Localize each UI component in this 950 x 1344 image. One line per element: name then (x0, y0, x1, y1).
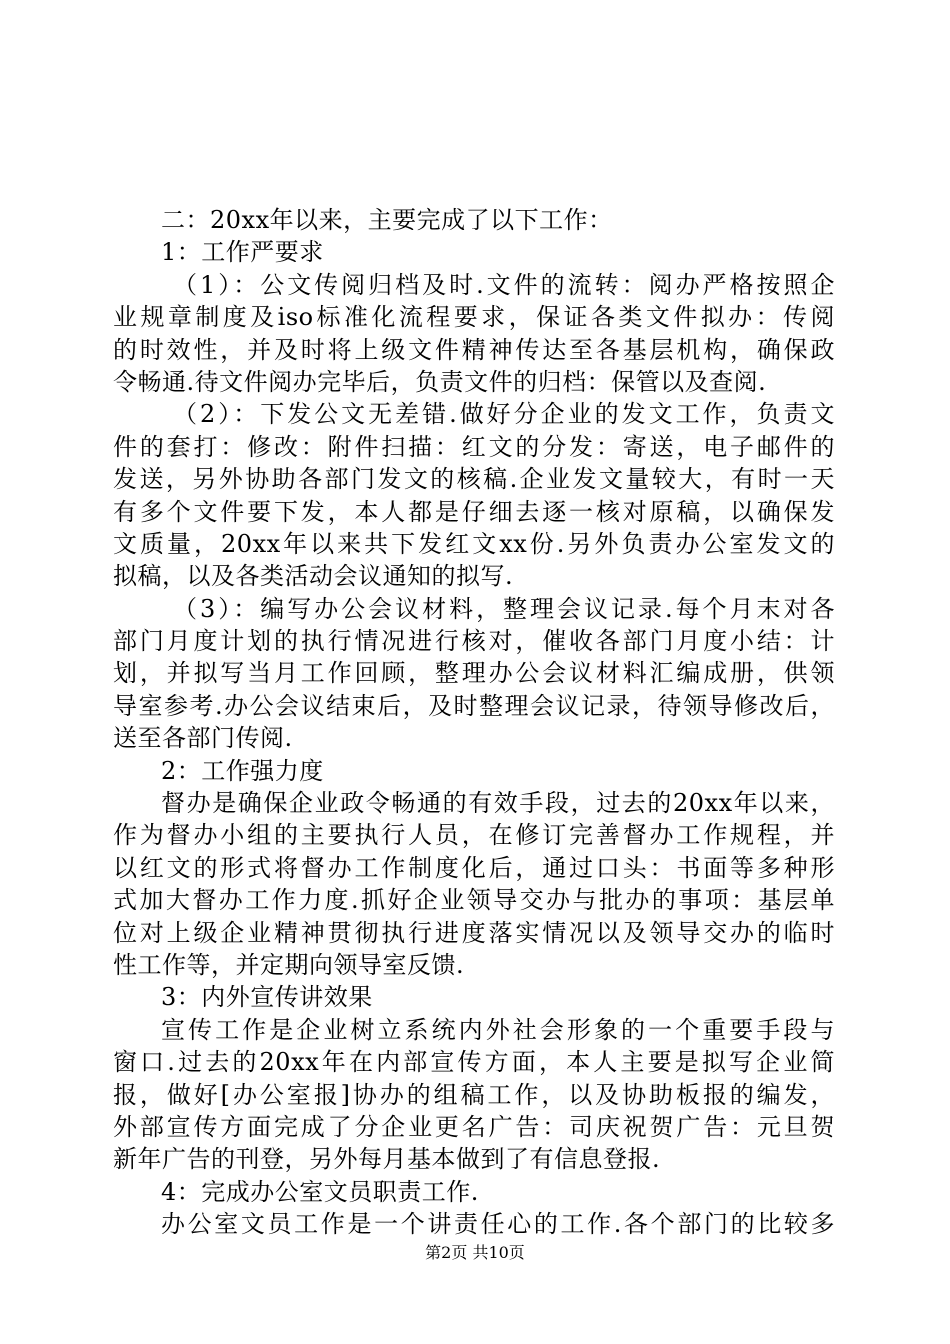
text-line: 发送，另外协助各部门发文的核稿.企业发文量较大，有时一天 (113, 465, 835, 494)
text-line: （2）：下发公文无差错.做好分企业的发文工作，负责文 (173, 400, 835, 429)
text-line: 性工作等，并定期向领导室反馈. (113, 950, 465, 979)
text-line: 拟稿，以及各类活动会议通知的拟写. (113, 562, 514, 591)
text-line: 1：工作严要求 (161, 238, 324, 267)
text-line: 位对上级企业精神贯彻执行进度落实情况以及领导交办的临时 (113, 918, 835, 947)
text-line: 部门月度计划的执行情况进行核对，催收各部门月度小结：计 (113, 627, 835, 656)
text-line: 导室参考.办公会议结束后，及时整理会议记录，待领导修改后， (113, 691, 835, 720)
text-line: 4：完成办公室文员职责工作. (161, 1177, 479, 1206)
text-line: 外部宣传方面完成了分企业更名广告：司庆祝贺广告：元旦贺 (113, 1112, 835, 1141)
text-line: 以红文的形式将督办工作制度化后，通过口头：书面等多种形 (113, 853, 835, 882)
text-line: 的时效性，并及时将上级文件精神传达至各基层机构，确保政 (113, 335, 835, 364)
text-line: 文质量，20xx年以来共下发红文xx份.另外负责办公室发文的 (113, 529, 835, 558)
text-line: 作为督办小组的主要执行人员，在修订完善督办工作规程，并 (113, 821, 835, 850)
text-line: 报，做好[办公室报]协办的组稿工作，以及协助板报的编发， (113, 1080, 835, 1109)
text-line: 划，并拟写当月工作回顾，整理办公会议材料汇编成册，供领 (113, 659, 835, 688)
text-line: 新年广告的刊登，另外每月基本做到了有信息登报. (113, 1145, 661, 1174)
text-line: 有多个文件要下发，本人都是仔细去逐一核对原稿，以确保发 (113, 497, 835, 526)
text-line: 式加大督办工作力度.抓好企业领导交办与批办的事项：基层单 (113, 886, 835, 915)
text-line: 窗口.过去的20xx年在内部宣传方面，本人主要是拟写企业简 (113, 1048, 835, 1077)
text-line: 宣传工作是企业树立系统内外社会形象的一个重要手段与 (161, 1015, 835, 1044)
text-line: 令畅通.待文件阅办完毕后，负责文件的归档：保管以及查阅. (113, 367, 767, 396)
text-line: 督办是确保企业政令畅通的有效手段，过去的20xx年以来， (161, 789, 835, 818)
page-footer: 第2页 共10页 (425, 1243, 525, 1262)
text-line: 2：工作强力度 (161, 756, 324, 785)
text-line: 3：内外宣传讲效果 (161, 983, 373, 1012)
text-line: （1）：公文传阅归档及时.文件的流转：阅办严格按照企 (173, 270, 835, 299)
text-line: 送至各部门传阅. (113, 724, 293, 753)
text-line: （3）：编写办公会议材料，整理会议记录.每个月末对各 (173, 594, 835, 623)
text-line: 件的套打：修改：附件扫描：红文的分发：寄送，电子邮件的 (113, 432, 835, 461)
text-line: 业规章制度及iso标准化流程要求，保证各类文件拟办：传阅 (113, 303, 835, 332)
text-line: 办公室文员工作是一个讲责任心的工作.各个部门的比较多 (161, 1210, 835, 1239)
text-line: 二：20xx年以来，主要完成了以下工作： (161, 206, 613, 234)
document-body (113, 204, 835, 1241)
